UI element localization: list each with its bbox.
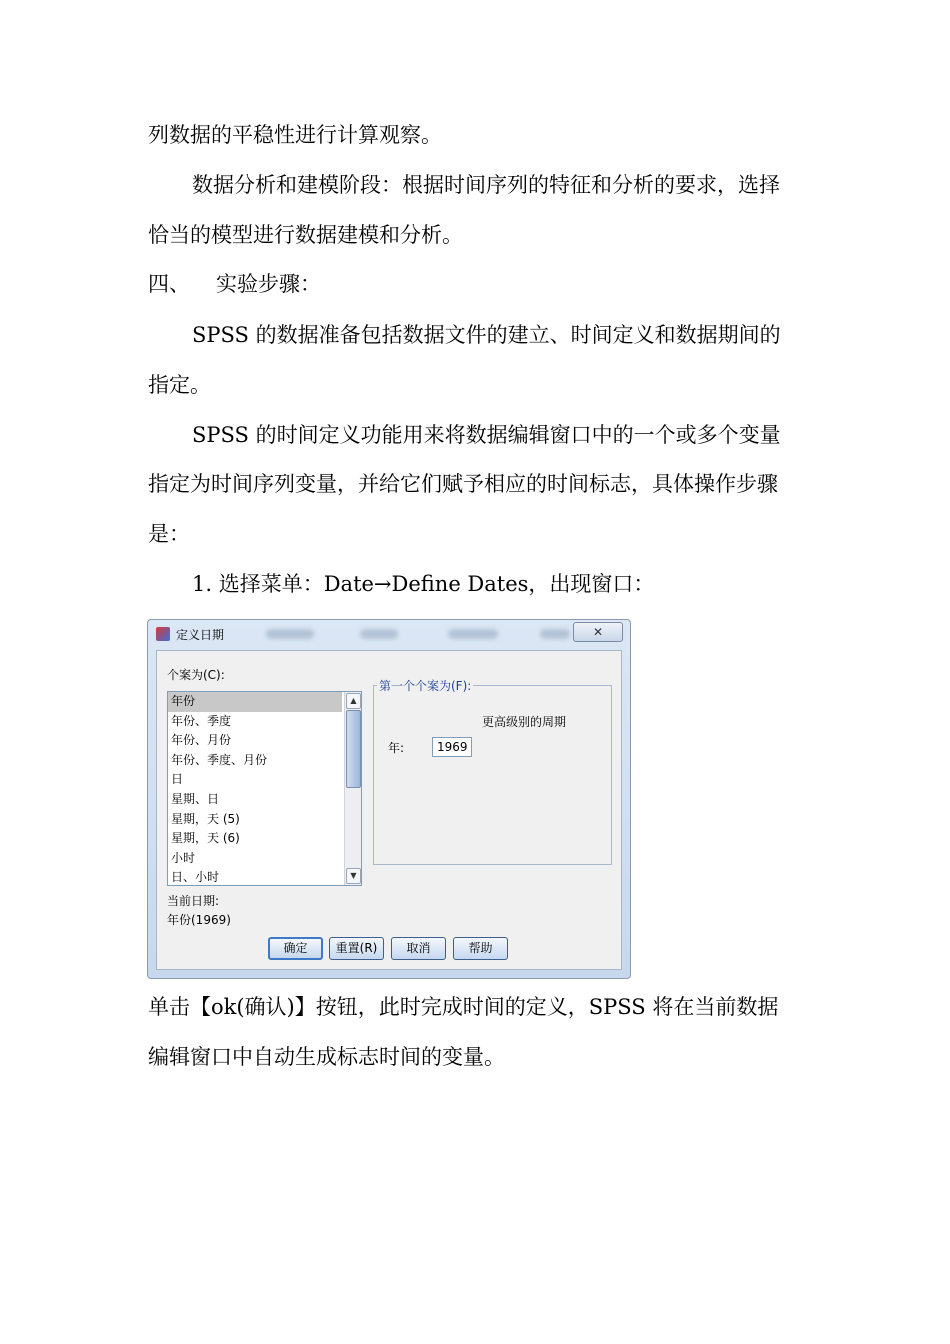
year-label: 年: — [388, 741, 405, 755]
paragraph: SPSS 的时间定义功能用来将数据编辑窗口中的一个或多个变量 — [192, 423, 781, 447]
paragraph: 指定为时间序列变量，并给它们赋予相应的时间标志，具体操作步骤 — [148, 472, 778, 496]
higher-period-label: 更高级别的周期 — [482, 715, 567, 729]
cases-list-items — [168, 692, 361, 888]
cases-label: 个案为(C): — [167, 668, 225, 682]
define-dates-dialog-screenshot — [147, 619, 631, 979]
list-item[interactable]: 年份、季度 — [171, 713, 232, 728]
paragraph: 是： — [148, 522, 190, 546]
list-item[interactable]: 星期、日 — [171, 791, 220, 806]
current-date-label: 当前日期: — [167, 894, 220, 908]
blurred-background — [540, 629, 570, 639]
list-item[interactable]: 星期，天 (5) — [171, 811, 240, 826]
first-case-group-title: 第一个个案为(F): — [379, 679, 472, 693]
blurred-background — [360, 629, 398, 639]
list-item[interactable]: 年份、月份 — [171, 733, 232, 748]
close-button[interactable]: ✕ — [573, 622, 623, 642]
section-title: 实验步骤： — [216, 272, 321, 296]
list-item[interactable]: 日 — [171, 772, 184, 787]
scroll-down-arrow-icon[interactable]: ▼ — [346, 868, 361, 884]
paragraph: 1. 选择菜单：Date→Define Dates，出现窗口： — [192, 572, 655, 596]
paragraph: 列数据的平稳性进行计算观察。 — [148, 123, 442, 147]
paragraph: 指定。 — [148, 373, 211, 397]
dialog-client-area — [156, 650, 622, 970]
paragraph: 编辑窗口中自动生成标志时间的变量。 — [148, 1045, 505, 1069]
spss-app-icon — [156, 627, 170, 641]
cases-listbox[interactable] — [167, 691, 362, 886]
year-input[interactable]: 1969 — [432, 737, 472, 757]
cancel-button[interactable]: 取消 — [391, 937, 446, 960]
section-number: 四、 — [148, 272, 190, 296]
dialog-titlebar — [148, 620, 630, 648]
list-item[interactable]: 星期，天 (6) — [171, 831, 240, 846]
blurred-background — [266, 629, 314, 639]
help-button[interactable]: 帮助 — [453, 937, 508, 960]
paragraph: 恰当的模型进行数据建模和分析。 — [148, 223, 463, 247]
dialog-title: 定义日期 — [176, 628, 225, 642]
list-item[interactable]: 年份、季度、月份 — [171, 752, 268, 767]
blurred-background — [448, 629, 498, 639]
list-scrollbar[interactable] — [344, 692, 361, 885]
paragraph: 单击【ok(确认)】按钮，此时完成时间的定义，SPSS 将在当前数据 — [148, 995, 779, 1019]
reset-button[interactable]: 重置(R) — [329, 937, 384, 960]
ok-button[interactable]: 确定 — [268, 937, 323, 960]
paragraph: 数据分析和建模阶段：根据时间序列的特征和分析的要求，选择 — [192, 173, 780, 197]
section-heading — [148, 270, 818, 298]
list-item[interactable]: 小时 — [171, 850, 196, 865]
list-item[interactable]: 日、小时 — [171, 870, 220, 885]
scroll-up-arrow-icon[interactable]: ▲ — [346, 693, 361, 709]
current-date-value: 年份(1969) — [167, 913, 231, 927]
list-item[interactable]: 年份 — [168, 692, 342, 712]
scroll-thumb[interactable] — [346, 710, 361, 788]
paragraph: SPSS 的数据准备包括数据文件的建立、时间定义和数据期间的 — [192, 323, 781, 347]
first-case-group — [373, 679, 612, 865]
